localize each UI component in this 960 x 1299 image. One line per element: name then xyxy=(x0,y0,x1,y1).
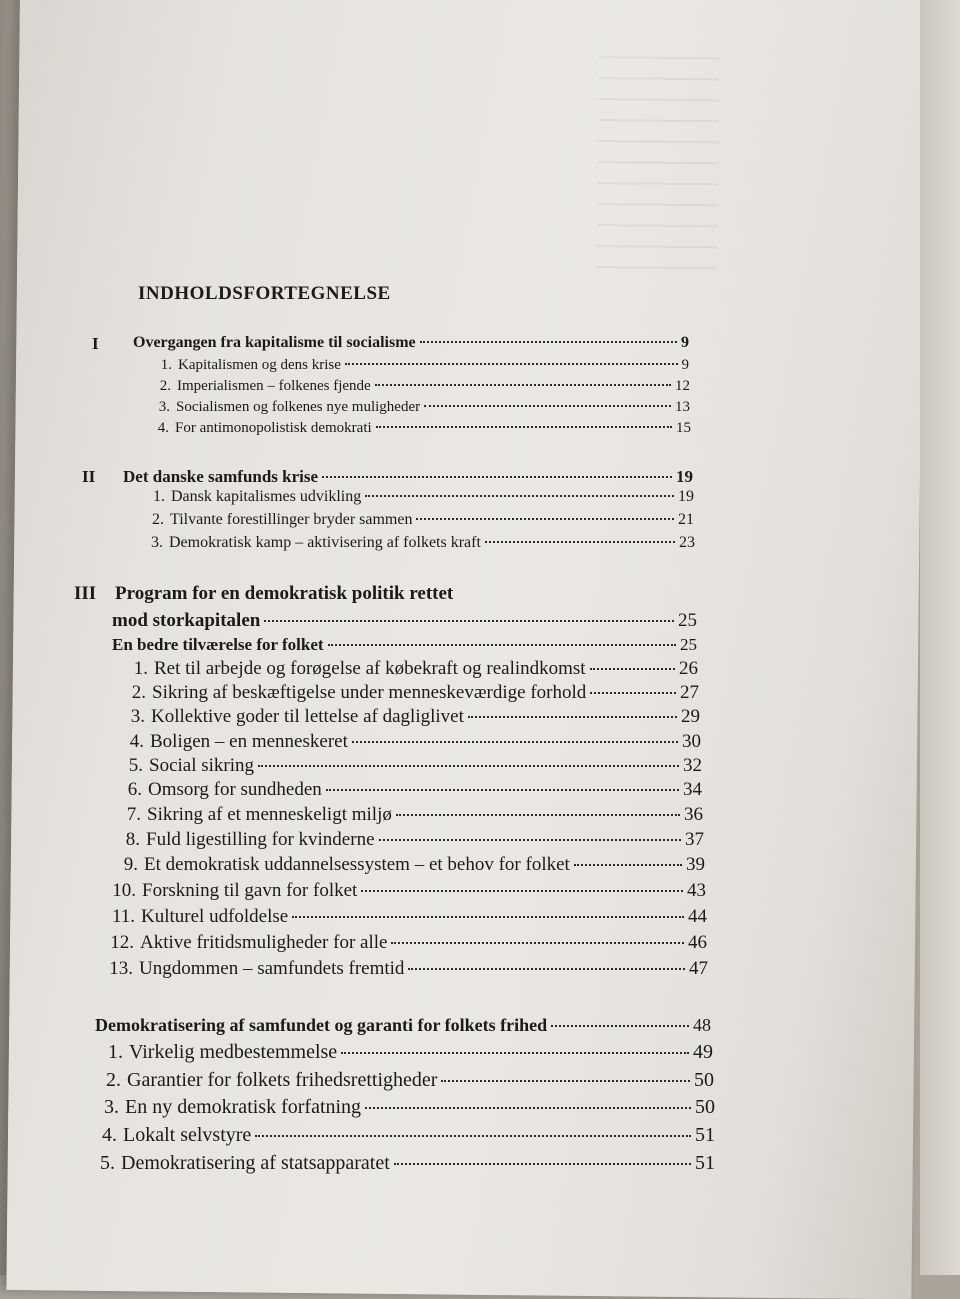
entry-page: 19 xyxy=(676,467,693,486)
dot-leader xyxy=(322,476,672,478)
entry-title: Socialismen og folkenes nye muligheder xyxy=(176,399,421,415)
entry-title: Ungdommen – samfundets fremtid xyxy=(139,958,405,979)
entry-page: 37 xyxy=(685,829,704,850)
dot-leader xyxy=(365,495,674,497)
toc-heading: INDHOLDSFORTEGNELSE xyxy=(138,283,391,304)
entry-number: 1. xyxy=(153,488,165,505)
entry-number: 12. xyxy=(110,932,134,953)
entry-title: Et demokratisk uddannelsessystem – et behov for folket xyxy=(144,854,570,875)
entry-number: 3. xyxy=(158,399,170,415)
entry-page: 51 xyxy=(695,1124,715,1146)
entry-page: 26 xyxy=(679,658,698,679)
dot-leader xyxy=(590,668,675,670)
entry-number: 4. xyxy=(129,731,144,752)
entry-number: 6. xyxy=(127,779,142,800)
entry-title: Fuld ligestilling for kvinderne xyxy=(146,829,375,850)
entry-number: 5. xyxy=(128,755,143,776)
entry-title: Tilvante forestillinger bryder sammen xyxy=(170,511,413,528)
entry-page: 46 xyxy=(688,932,707,953)
entry-title: Sikring af beskæftigelse under menneskeværdige forhold xyxy=(152,682,587,703)
entry-number: 10. xyxy=(112,880,136,901)
entry-title: Boligen – en menneskeret xyxy=(150,731,348,752)
entry-number: 4. xyxy=(157,420,169,436)
entry-number: 8. xyxy=(125,829,140,850)
entry-page: 21 xyxy=(678,511,694,528)
entry-title: Program for en demokratisk politik rettet xyxy=(115,583,454,604)
entry-number: 2. xyxy=(106,1069,121,1091)
toc-entry xyxy=(143,488,694,506)
entry-page: 43 xyxy=(687,880,706,901)
toc-entry xyxy=(108,682,699,704)
entry-number: 2. xyxy=(152,511,164,528)
entry-number: 9. xyxy=(123,854,138,875)
entry-title: For antimonopolistisk demokrati xyxy=(175,420,372,436)
dot-leader xyxy=(551,1025,689,1027)
toc-entry xyxy=(149,378,690,395)
dot-leader xyxy=(379,839,681,841)
entry-page: 9 xyxy=(681,357,689,373)
entry-page: 29 xyxy=(681,706,700,727)
dot-leader xyxy=(341,1052,689,1054)
toc-entry xyxy=(95,1152,715,1175)
dot-leader xyxy=(255,1135,691,1137)
entry-page: 50 xyxy=(695,1096,715,1118)
entry-number: 1. xyxy=(108,1041,123,1063)
entry-page: 27 xyxy=(680,682,699,703)
entry-number: 5. xyxy=(100,1152,115,1174)
entry-page: 25 xyxy=(680,635,697,654)
dot-leader xyxy=(328,644,676,646)
entry-page: 30 xyxy=(682,731,701,752)
entry-title: Det danske samfunds krise xyxy=(123,467,319,486)
entry-title: En ny demokratisk forfatning xyxy=(125,1096,362,1118)
toc-entry xyxy=(147,420,691,437)
entry-number: 1. xyxy=(133,658,148,679)
entry-page: 12 xyxy=(675,378,690,394)
section-entry xyxy=(123,467,693,487)
entry-number: 11. xyxy=(111,906,135,927)
subsection-entry xyxy=(112,635,697,655)
dot-leader xyxy=(375,384,671,386)
toc-entry xyxy=(97,906,707,928)
entry-title: Lokalt selvstyre xyxy=(123,1124,252,1146)
entry-number: 2. xyxy=(131,682,146,703)
dot-leader xyxy=(590,692,676,694)
dot-leader xyxy=(485,541,675,543)
entry-page: 9 xyxy=(681,334,689,351)
toc-entry xyxy=(106,731,701,753)
dot-leader xyxy=(326,789,679,791)
entry-page: 25 xyxy=(678,610,697,631)
entry-title: mod storkapitalen xyxy=(112,610,261,631)
entry-page: 32 xyxy=(683,755,702,776)
entry-number: 3. xyxy=(104,1096,119,1118)
entry-title: Dansk kapitalismes udvikling xyxy=(171,488,362,505)
entry-page: 34 xyxy=(683,779,702,800)
entry-number: 4. xyxy=(102,1124,117,1146)
entry-number: 7. xyxy=(126,804,141,825)
dot-leader xyxy=(345,363,678,365)
entry-number: 13. xyxy=(109,958,133,979)
dot-leader xyxy=(394,1163,691,1165)
entry-title: Demokratisering af statsapparatet xyxy=(121,1152,390,1174)
toc-entry xyxy=(102,829,704,851)
toc-entry xyxy=(142,511,694,529)
entry-page: 51 xyxy=(695,1152,715,1174)
entry-title: Kapitalismen og dens krise xyxy=(178,357,341,373)
dot-leader xyxy=(396,814,680,816)
toc-entry xyxy=(150,357,689,374)
section-title-line1 xyxy=(115,583,453,605)
section-entry xyxy=(112,610,697,632)
entry-page: 13 xyxy=(675,399,690,415)
entry-number: 3. xyxy=(151,534,163,551)
toc-entry xyxy=(104,779,702,801)
entry-page: 23 xyxy=(679,534,695,551)
dot-leader xyxy=(361,890,683,892)
toc-entry xyxy=(103,1041,713,1064)
dot-leader xyxy=(420,341,677,343)
entry-number: 3. xyxy=(130,706,145,727)
dot-leader xyxy=(292,916,684,918)
entry-title: Social sikring xyxy=(149,755,255,776)
toc-entry xyxy=(105,755,702,777)
dot-leader xyxy=(365,1107,691,1109)
subsection-entry xyxy=(95,1015,711,1036)
toc-entry xyxy=(97,1124,715,1147)
dot-leader xyxy=(376,426,672,428)
entry-page: 39 xyxy=(686,854,705,875)
dot-leader xyxy=(264,620,674,622)
entry-title: Demokratisering af samfundet og garanti for folkets frihed xyxy=(95,1015,548,1035)
entry-title: Demokratisk kamp – aktivisering af folkets kraft xyxy=(169,534,481,551)
entry-title: Imperialismen – folkenes fjende xyxy=(177,378,371,394)
section-numeral: I xyxy=(92,334,99,353)
dot-leader xyxy=(574,864,682,866)
entry-title: En bedre tilværelse for folket xyxy=(112,635,324,654)
toc-entry xyxy=(100,854,705,876)
entry-page: 36 xyxy=(684,804,703,825)
toc-entry xyxy=(98,880,706,902)
toc-entry xyxy=(101,1069,714,1092)
entry-page: 19 xyxy=(678,488,694,505)
toc-entry xyxy=(148,399,690,416)
entry-page: 47 xyxy=(689,958,708,979)
dot-leader xyxy=(424,405,671,407)
dot-leader xyxy=(408,968,685,970)
entry-title: Sikring af et menneskeligt miljø xyxy=(147,804,392,825)
dot-leader xyxy=(441,1080,690,1082)
toc-entry xyxy=(96,932,707,954)
toc-entry xyxy=(107,706,700,728)
dot-leader xyxy=(416,518,674,520)
section-entry xyxy=(133,334,689,352)
entry-page: 48 xyxy=(693,1015,711,1035)
entry-title: Omsorg for sundheden xyxy=(148,779,322,800)
entry-page: 49 xyxy=(693,1041,713,1063)
entry-page: 50 xyxy=(694,1069,714,1091)
dot-leader xyxy=(258,765,679,767)
dot-leader xyxy=(391,942,684,944)
entry-title: Ret til arbejde og forøgelse af købekraft og realindkomst xyxy=(154,658,586,679)
entry-page: 44 xyxy=(688,906,707,927)
entry-number: 1. xyxy=(160,357,172,373)
entry-title: Kulturel udfoldelse xyxy=(141,906,289,927)
entry-page: 15 xyxy=(676,420,691,436)
toc-entry xyxy=(110,658,698,680)
section-numeral: III xyxy=(74,583,97,604)
dot-leader xyxy=(352,741,678,743)
entry-title: Aktive fritidsmuligheder for alle xyxy=(140,932,388,953)
dot-leader xyxy=(468,716,677,718)
entry-title: Virkelig medbestemmelse xyxy=(129,1041,338,1063)
entry-title: Kollektive goder til lettelse af dagliglivet xyxy=(151,706,464,727)
section-numeral: II xyxy=(82,467,96,486)
entry-title: Garantier for folkets frihedsrettigheder xyxy=(127,1069,438,1091)
toc-entry xyxy=(141,534,695,552)
toc-entry xyxy=(103,804,703,826)
entry-title: Forskning til gavn for folket xyxy=(142,880,358,901)
entry-title: Overgangen fra kapitalisme til socialisme xyxy=(133,334,416,351)
toc-entry xyxy=(95,958,708,980)
entry-number: 2. xyxy=(159,378,171,394)
toc-entry xyxy=(99,1096,715,1119)
